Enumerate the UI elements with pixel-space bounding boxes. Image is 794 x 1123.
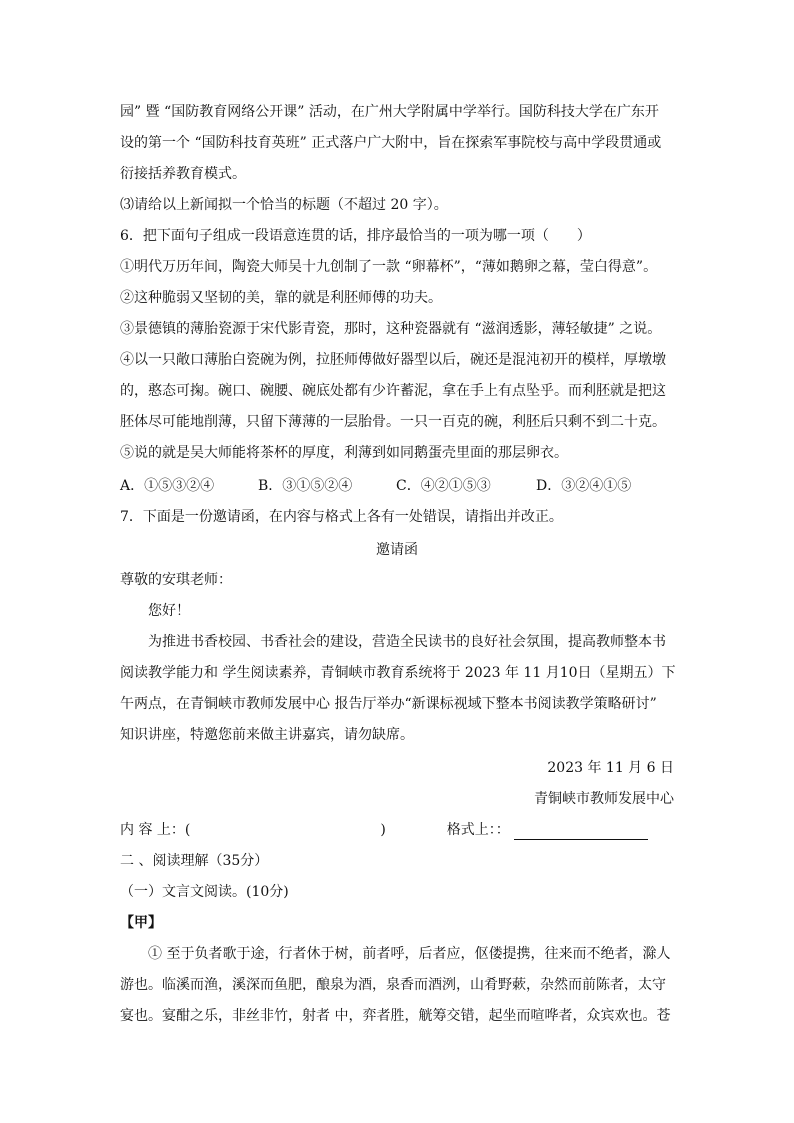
question-7-stem: 7．下面是一份邀请函，在内容与格式上各有一处错误，请指出并改正。 xyxy=(120,509,563,525)
option-c: C．④②①⑤③ xyxy=(396,478,491,494)
invitation-salutation: 尊敬的安琪老师： xyxy=(120,572,232,588)
format-answer-label: 格式上：： xyxy=(446,822,510,838)
news-text-line-1: 园” 暨 “国防教育网络公开课” 活动，在广州大学附属中学举行。国防科技大学在广东开 xyxy=(120,104,659,120)
invitation-date: 2023 年 11 月 6 日 xyxy=(547,760,674,776)
classical-reading-heading: （一）文言文阅读。(10分) xyxy=(120,884,289,900)
option-b: B．③①⑤②④ xyxy=(258,478,353,494)
option-a: A．①⑤③②④ xyxy=(120,478,215,494)
invitation-greeting: 您好！ xyxy=(148,603,190,619)
option-d: D．③②④①⑤ xyxy=(536,478,632,494)
answer-row xyxy=(120,820,648,840)
format-answer-field[interactable] xyxy=(514,825,648,840)
invitation-body-line-1: 为推进书香校园、书香社会的建设，营造全民读书的良好社会氛围，提高教师整本书 xyxy=(148,634,666,650)
passage-jia-label: 【甲】 xyxy=(120,915,162,931)
invitation-body-line-2: 阅读教学能力和 学生阅读素养，青铜峡市教育系统将于 2023 年 11 月10日（星期五）下 xyxy=(120,665,676,681)
passage-line-1: ① 至于负者歌于途，行者休于树，前者呼，后者应，伛偻提携，往来而不绝者，滁人 xyxy=(148,946,671,962)
passage-line-3: 宴也。宴酣之乐，非丝非竹，射者 中，弈者胜，觥筹交错，起坐而喧哗者，众宾欢也。苍 xyxy=(120,1008,671,1024)
passage-line-2: 游也。临溪而渔，溪深而鱼肥，酿泉为酒，泉香而酒洌，山肴野蔌，杂然而前陈者，太守 xyxy=(120,977,666,993)
sentence-5: ⑤说的就是吴大师能将茶杯的厚度，利薄到如同鹅蛋壳里面的那层卵衣。 xyxy=(120,445,568,461)
sentence-4-line-2: 的，憨态可掬。碗口、碗腰、碗底处都有少许蓄泥，拿在手上有点坠乎。而利胚就是把这 xyxy=(120,383,666,399)
sentence-2: ②这种脆弱又坚韧的美，靠的就是利胚师傅的功夫。 xyxy=(120,290,442,306)
news-text-line-3: 衍接括养教育模式。 xyxy=(120,166,246,182)
invitation-org: 青铜峡市教师发展中心 xyxy=(534,791,674,807)
question-5-3: ⑶请给以上新闻拟一个恰当的标题（不超过 20 字）。 xyxy=(120,197,448,213)
sentence-3: ③景德镇的薄胎瓷源于宋代影青瓷，那时，这种瓷器就有 “滋润透影，薄轻敏捷” 之说。 xyxy=(120,321,662,337)
section-2-heading: 二 、阅读理解（35分） xyxy=(120,853,269,869)
sentence-4-line-3: 胚体尽可能地削薄，只留下薄薄的一层胎骨。一只一百克的碗，利胚后只剩不到二十克。 xyxy=(120,414,666,430)
content-answer-close: ) xyxy=(380,822,386,838)
content-answer-label: 内 容 上：( xyxy=(120,822,191,838)
news-text-line-2: 设的第一个 “国防科技育英班” 正式落户广大附中，旨在探索军事院校与高中学段贯通或 xyxy=(120,135,662,151)
invitation-body-line-4: 知识讲座，特邀您前来做主讲嘉宾，请勿缺席。 xyxy=(120,727,414,743)
invitation-body-line-3: 午两点，在青铜峡市教师发展中心 报告厅举办“新课标视域下整本书阅读教学策略研讨” xyxy=(120,696,657,712)
sentence-1: ①明代万历年间，陶瓷大师吴十九创制了一款 “卵幕杯”，“薄如鹅卵之幕，莹白得意”。 xyxy=(120,259,658,275)
sentence-4-line-1: ④以一只敞口薄胎白瓷碗为例，拉胚师傅做好器型以后，碗还是混沌初开的模样，厚墩墩 xyxy=(120,352,666,368)
question-6-stem: 6．把下面句子组成一段语意连贯的话，排序最恰当的一项为哪一项（ ） xyxy=(120,228,591,244)
invitation-title: 邀请函 xyxy=(376,542,418,558)
